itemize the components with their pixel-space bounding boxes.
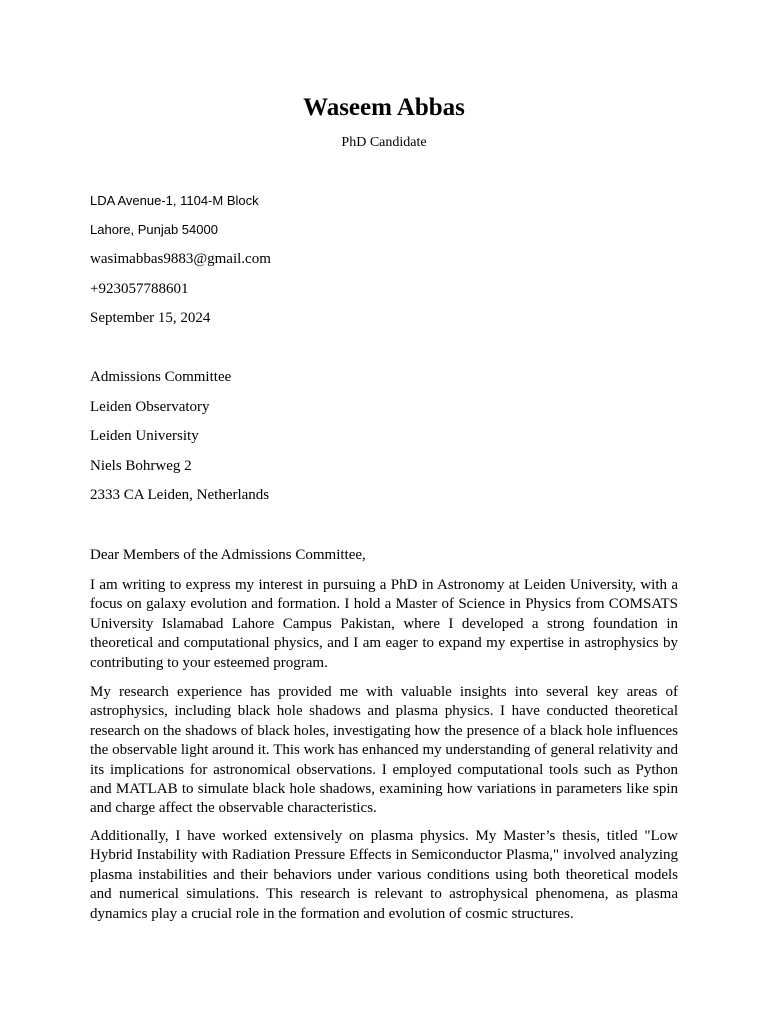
body-paragraph-3: Additionally, I have worked extensively on plasma physics. My Master’s thesis, titled "Low Hybrid Instability with Radiation Pressure Effects in Semiconductor Plasma," involved analyzing plasma instabilities and their behaviors under various conditions using both theoretical models and numerical simulations. This research is relevant to astrophysical phenomena, as plasma dynamics play a crucial role in the formation and evolution of cosmic structures. xyxy=(90,828,678,922)
sender-address-line-1: LDA Avenue-1, 1104-M Block xyxy=(90,193,259,208)
applicant-name: Waseem Abbas xyxy=(303,94,465,121)
sender-address-line-2: Lahore, Punjab 54000 xyxy=(90,222,218,237)
recipient-line-1: Admissions Committee xyxy=(90,369,232,385)
sender-email: wasimabbas9883@gmail.com xyxy=(90,251,271,267)
recipient-line-3: Leiden University xyxy=(90,428,199,444)
sender-phone: +923057788601 xyxy=(90,281,189,297)
applicant-role: PhD Candidate xyxy=(341,135,427,150)
body-paragraph-1: I am writing to express my interest in pursuing a PhD in Astronomy at Leiden University, with a focus on galaxy evolution and formation. I hold a Master of Science in Physics from COMSATS University Islamabad Lahore Campus Pakistan, where I developed a strong foundation in theoretical and computational physics, and I am eager to expand my expertise in astrophysics by contributing to your esteemed program. xyxy=(90,577,678,671)
recipient-line-4: Niels Bohrweg 2 xyxy=(90,458,192,474)
letter-date: September 15, 2024 xyxy=(90,310,211,326)
recipient-line-2: Leiden Observatory xyxy=(90,399,210,415)
body-paragraph-2: My research experience has provided me with valuable insights into several key areas of astrophysics, including black hole shadows and plasma physics. I have conducted theoretical research on the shadows of black holes, investigating how the presence of a black hole influences the observable light around it. This work has enhanced my understanding of general relativity and its implications for astronomical observations. I employed computational tools such as Python and MATLAB to simulate black hole shadows, examining how variations in parameters like spin and charge affect the observable characteristics. xyxy=(90,684,678,817)
letter-header xyxy=(0,92,768,152)
salutation: Dear Members of the Admissions Committee, xyxy=(90,547,366,563)
recipient-line-5: 2333 CA Leiden, Netherlands xyxy=(90,487,270,503)
